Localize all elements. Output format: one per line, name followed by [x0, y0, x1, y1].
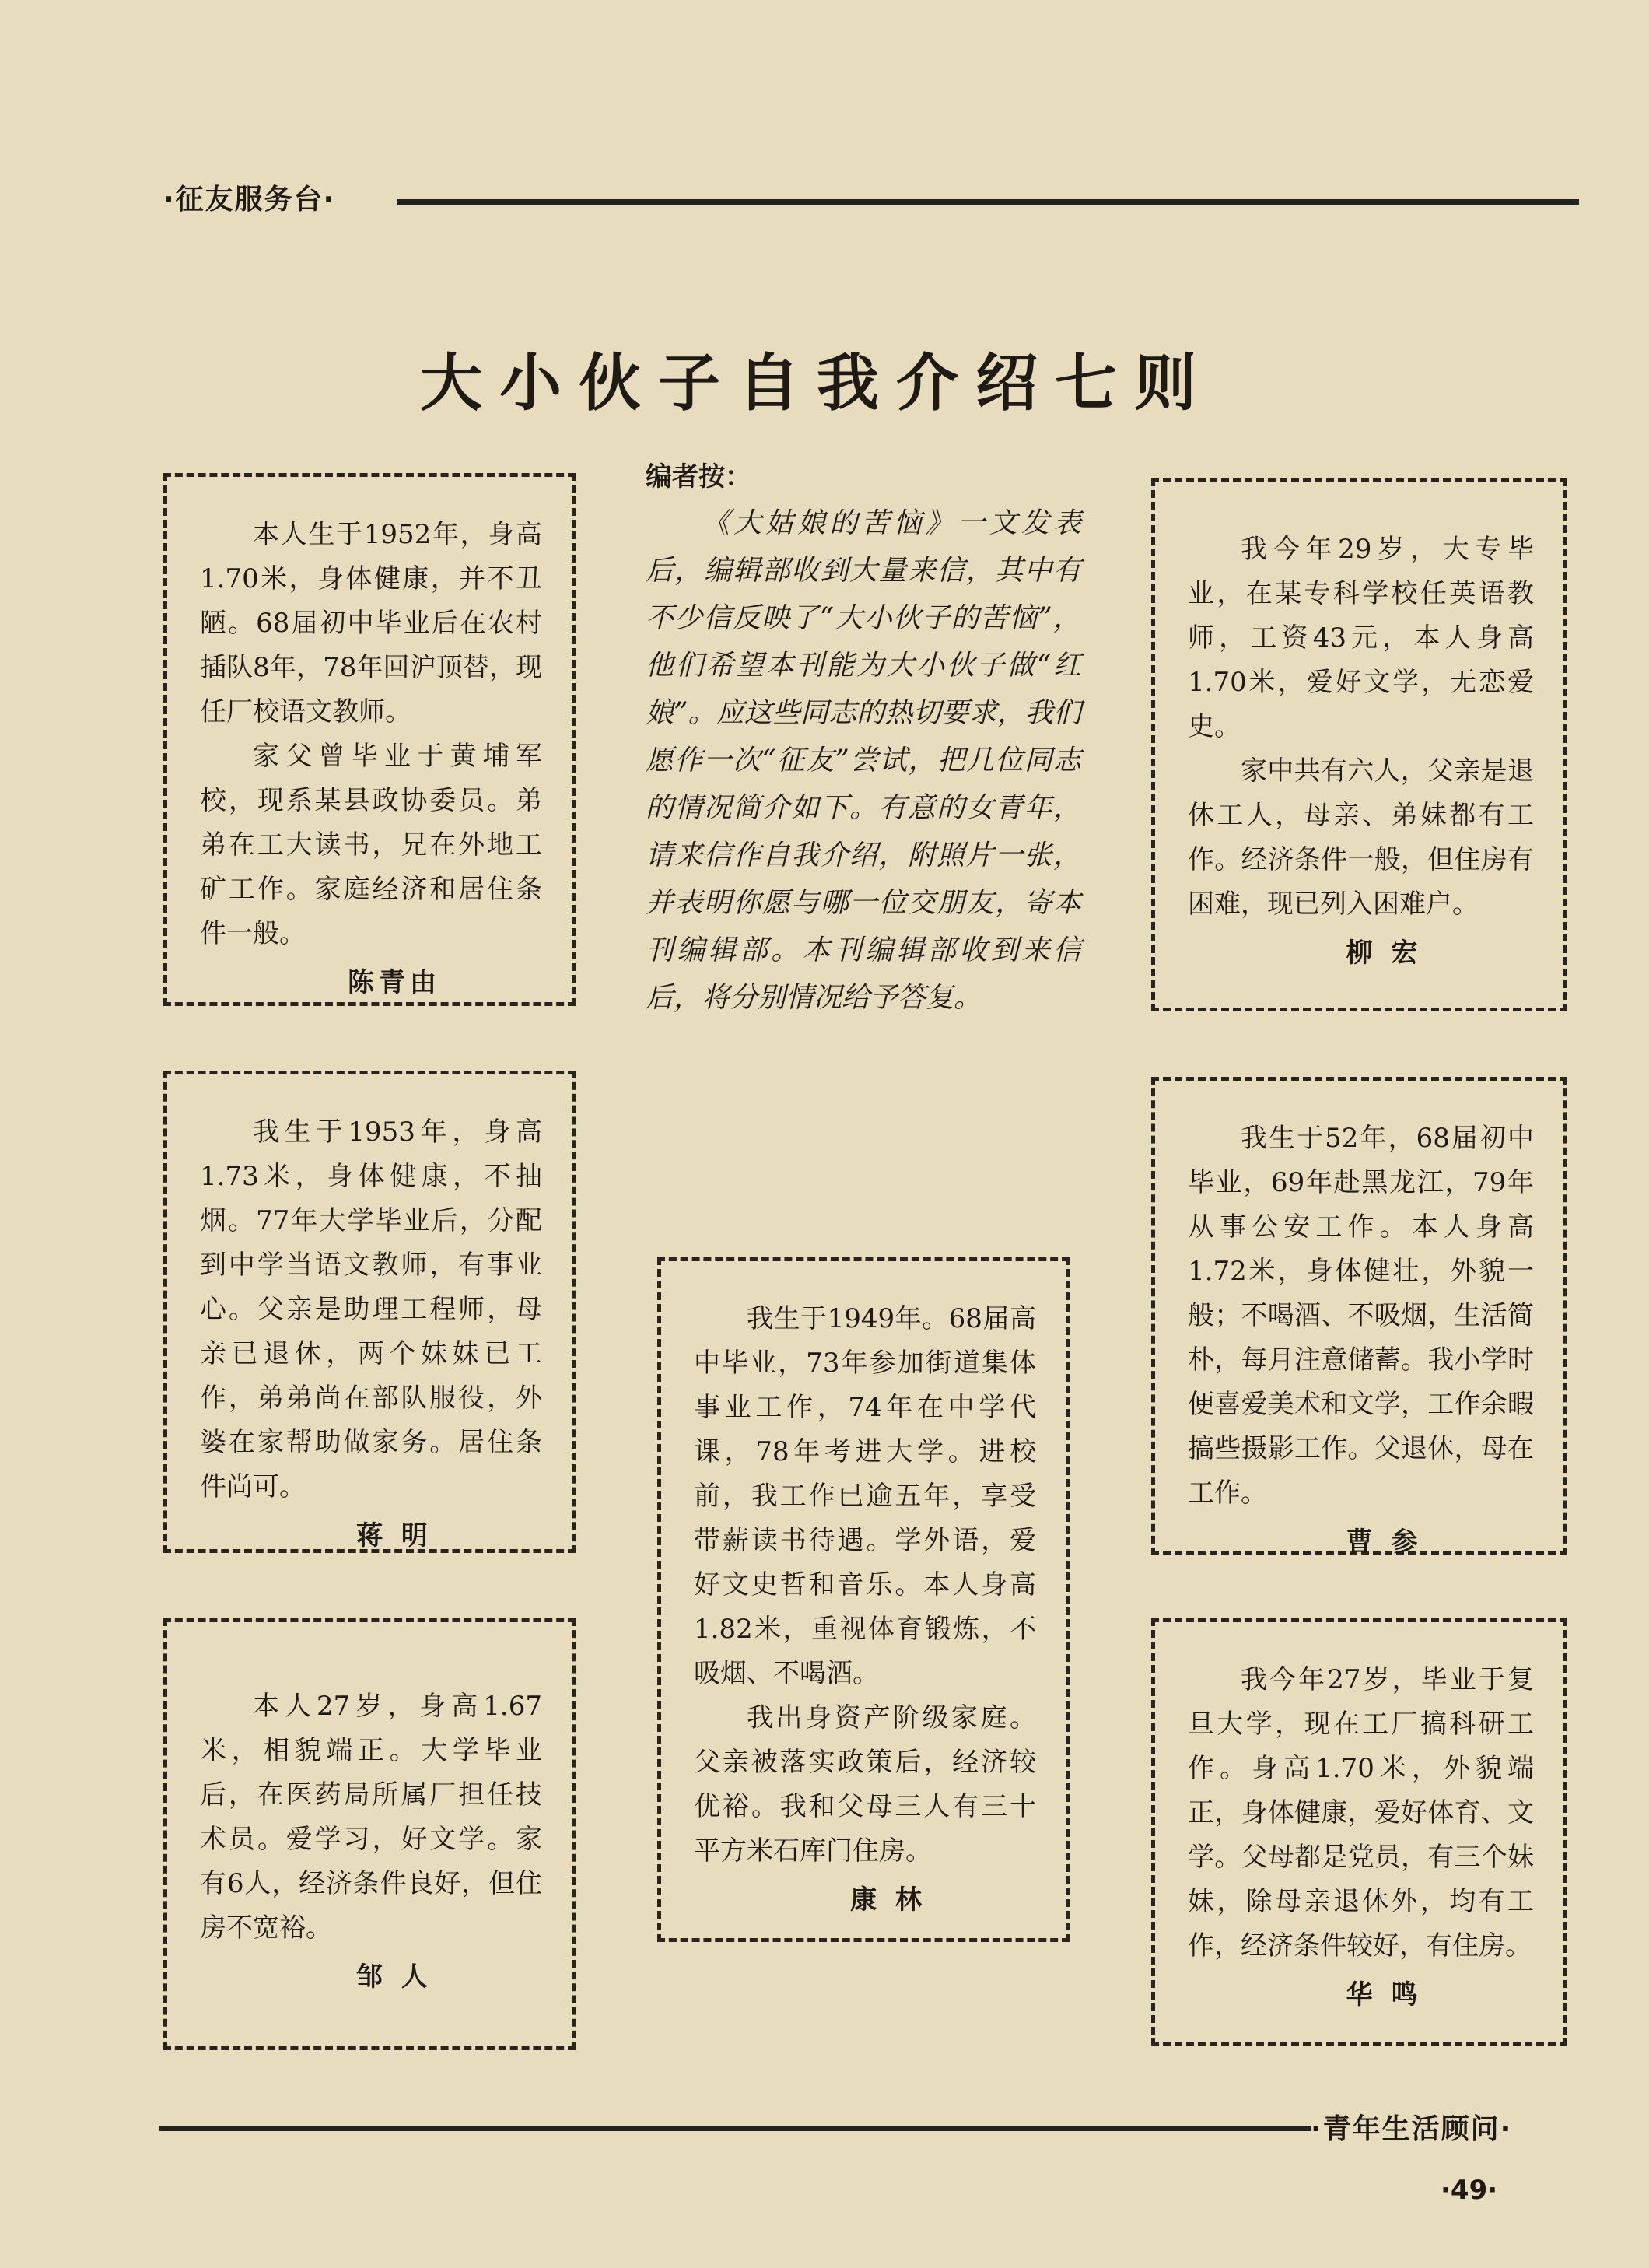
profile-signature: 陈青由: [348, 967, 441, 998]
profile-box-liu-hong: [1151, 478, 1567, 1011]
article-title: 大小伙子自我介绍七则: [420, 347, 1213, 419]
profile-box-chen-qingyou: [163, 473, 576, 1006]
magazine-name: ·青年生活顾问·: [1311, 2113, 1513, 2145]
section-header: ·征友服务台·: [163, 184, 336, 216]
profile-box-zou-ren: [163, 1618, 576, 2050]
profile-paragraph: 我生于1949年。68届高中毕业，73年参加街道集体事业工作，74年在中学代课，78年考进大学。进校前，我工作已逾五年，享受带薪读书待遇。学外语，爱好文史哲和音乐。本人身高1.82米，重视体育锻炼，不吸烟、不喝酒。: [694, 1303, 1036, 1689]
header-rule: [397, 199, 1579, 205]
profile-signature: 邹 人: [356, 1961, 432, 1993]
profile-paragraph: 本人生于1952年，身高1.70米，身体健康，并不丑陋。68届初中毕业后在农村插队8年，78年回沪顶替，现任厂校语文教师。: [200, 519, 542, 727]
editor-note: [646, 455, 1081, 1022]
profile-paragraph: 本人27岁，身高1.67米，相貌端正。大学毕业后，在医药局所属厂担任技术员。爱学习，好文学。家有6人，经济条件良好，但住房不宽裕。: [200, 1691, 542, 1944]
profile-signature: 华 鸣: [1346, 1979, 1423, 2010]
profile-paragraph: 我今年29岁，大专毕业，在某专科学校任英语教师，工资43元，本人身高1.70米，爱好文学，无恋爱史。: [1188, 534, 1534, 742]
profile-box-hua-ming: [1151, 1618, 1567, 2046]
profile-signature: 柳 宏: [1346, 938, 1423, 969]
profile-box-cao-can: [1151, 1077, 1567, 1558]
profile-signature: 康 林: [850, 1884, 926, 1916]
profile-paragraph: 我生于52年，68届初中毕业，69年赴黑龙江，79年从事公安工作。本人身高1.72米，身体健壮，外貌一般；不喝酒、不吸烟，生活简朴，每月注意储蓄。我小学时便喜爱美术和文学，工作余暇搞些摄影工作。父退休，母在工作。: [1188, 1123, 1534, 1509]
profile-box-jiang-ming: [163, 1071, 576, 1553]
profile-paragraph: 家父曾毕业于黄埔军校，现系某县政协委员。弟弟在工大读书，兄在外地工矿工作。家庭经济和居住条件一般。: [200, 741, 542, 949]
page-number: ·49·: [1441, 2175, 1498, 2206]
profile-signature: 蒋 明: [356, 1520, 432, 1551]
editor-note-label: 编者按：: [646, 461, 751, 493]
profile-paragraph: 家中共有六人，父亲是退休工人，母亲、弟妹都有工作。经济条件一般，但住房有困难，现已列入困难户。: [1188, 755, 1534, 920]
profile-paragraph: 我生于1953年，身高1.73米，身体健康，不抽烟。77年大学毕业后，分配到中学当语文教师，有事业心。父亲是助理工程师，母亲已退休，两个妹妹已工作，弟弟尚在部队服役，外婆在家帮助做家务。居住条件尚可。: [200, 1116, 542, 1502]
profile-signature: 曹 参: [1346, 1527, 1423, 1558]
profile-box-kang-lin: [657, 1257, 1070, 1942]
editor-note-body: 《大姑娘的苦恼》一文发表后，编辑部收到大量来信，其中有不少信反映了“大小伙子的苦恼”，他们希望本刊能为大小伙子做“红娘”。应这些同志的热切要求，我们愿作一次“征友”尝试，把几位同志的情况简介如下。有意的女青年，请来信作自我介绍，附照片一张，并表明你愿与哪一位交朋友，寄本刊编辑部。本刊编辑部收到来信后，将分别情况给予答复。: [646, 507, 1081, 1014]
footer-rule: [159, 2126, 1311, 2131]
profile-paragraph: 我今年27岁，毕业于复旦大学，现在工厂搞科研工作。身高1.70米，外貌端正，身体健康，爱好体育、文学。父母都是党员，有三个妹妹，除母亲退休外，均有工作，经济条件较好，有住房。: [1188, 1664, 1534, 1961]
profile-paragraph: 我出身资产阶级家庭。父亲被落实政策后，经济较优裕。我和父母三人有三十平方米石库门住房。: [694, 1702, 1036, 1867]
